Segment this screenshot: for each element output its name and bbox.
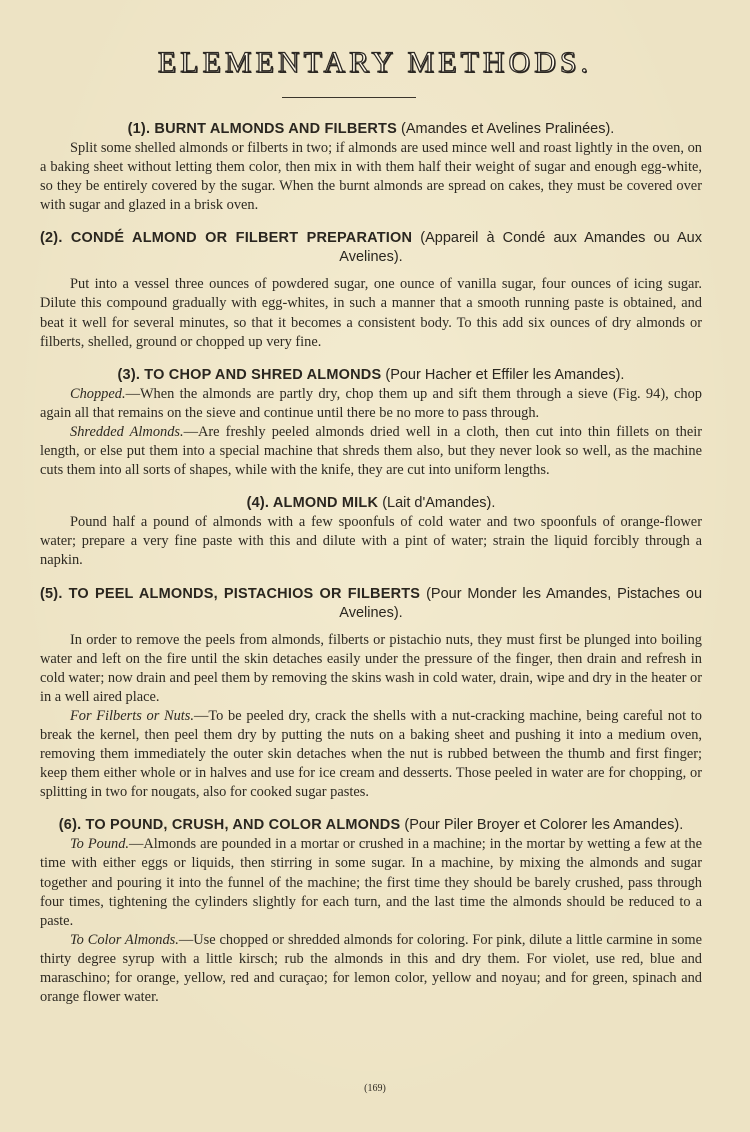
paragraph-lead: Shredded Almonds.	[70, 423, 184, 440]
paragraph-lead: To Pound.	[70, 836, 129, 853]
section-french-title: (Pour Piler Broyer et Colorer les Amandes).	[404, 817, 684, 834]
section-french-title: (Pour Hacher et Effiler les Amandes).	[385, 366, 625, 383]
section-heading	[40, 120, 702, 139]
page-body	[40, 120, 702, 1007]
paragraph-lead: To Color Almonds.	[70, 931, 179, 948]
section-title: (2). CONDÉ ALMOND OR FILBERT PREPARATION	[40, 230, 413, 247]
paragraph	[40, 931, 702, 1007]
page-number: (169)	[364, 1083, 386, 1094]
paragraph-text: Put into a vessel three ounces of powdered sugar, one ounce of vanilla sugar, four ounces of icing sugar. Dilute this compound gradually with egg-whites, in such a manner that a smooth running paste is obtained, and beat it well for several minutes, so that it becomes a consistent body. To this add six ounces of dry almonds or filberts, shelled, ground or chopped up very fine.	[40, 276, 702, 350]
paragraph	[40, 835, 702, 930]
section-title: (3). TO CHOP AND SHRED ALMONDS	[117, 366, 382, 383]
paragraph-text: —To be peeled dry, crack the shells with a nut-cracking machine, being careful not to break the kernel, then peel them dry by putting the nuts on a baking sheet and pushing it into a medium oven, removing them immediately the outer skin detaches when the nut is rubbed between the thumb and first finger; keep them either whole or in halves and use for ice cream and desserts. Those peeled in water are for chopping, or splitting in two for nougats, also for cooked sugar pastes.	[40, 707, 702, 801]
paragraph-text: In order to remove the peels from almonds, filberts or pistachio nuts, they must first be plunged into boiling water and left on the fire until the skin detaches easily under the pressure of the finger, then drain and refresh in cold water; now drain and peel them by removing the skins wash in cold water, drain, wipe and dry in the heater or in a well aired place.	[40, 631, 702, 705]
paragraph	[40, 385, 702, 423]
page-title: ELEMENTARY METHODS.	[157, 46, 593, 79]
paragraph-lead: For Filberts or Nuts.	[70, 707, 194, 724]
paragraph-text: —When the almonds are partly dry, chop them up and sift them through a sieve (Fig. 94), chop again all that remains on the sieve and continue until there be no more to pass through.	[40, 385, 702, 421]
section-french-title: (Pour Monder les Amandes, Pistaches ou Avelines).	[339, 585, 703, 621]
section-heading	[40, 585, 702, 623]
section-heading	[40, 229, 702, 267]
paragraph-text: Pound half a pound of almonds with a few spoonfuls of cold water and two spoonfuls of orange-flower water; prepare a very fine paste with this and dilute with a pint of water; strain the liquid forcibly through a napkin.	[40, 514, 702, 569]
section-heading	[40, 816, 702, 835]
paragraph-lead: Chopped.	[70, 385, 126, 402]
section-french-title: (Amandes et Avelines Pralinées).	[401, 121, 615, 137]
section-french-title: (Appareil à Condé aux Amandes ou Aux Avelines).	[339, 230, 702, 266]
paragraph-text: Split some shelled almonds or filberts in two; if almonds are used mince well and roast lightly in the oven, on a baking sheet without letting them color, then mix in with them half their weight of sugar and enough egg-white, so they be entirely covered by the sugar. When the burnt almonds are spread on cakes, they must be covered over with sugar and glazed in a brisk oven.	[40, 140, 702, 214]
paragraph-text: —Almonds are pounded in a mortar or crushed in a machine; in the mortar by wetting a few at the time with either eggs or liquids, then stirring in some sugar. In a machine, by mixing the almonds and sugar together and pouring it into the funnel of the machine; the first time they should be barely crushed, pass through four times, tightening the cylinders slightly for each turn, and the last time the almonds should be reduced to a paste.	[40, 836, 702, 929]
section-heading	[40, 494, 702, 513]
paragraph	[40, 707, 702, 802]
paragraph	[40, 275, 702, 351]
section-title: (5). TO PEEL ALMONDS, PISTACHIOS OR FILBERTS	[40, 585, 421, 602]
paragraph	[40, 631, 702, 707]
paragraph-text: —Are freshly peeled almonds dried well in a cloth, then cut into thin fillets on their length, or else put them into a special machine that shreds them also, but they never look so well, as the machine cuts them into all sorts of shapes, while with the knife, they are cut into uniform lengths.	[40, 423, 702, 479]
paragraph-text: —Use chopped or shredded almonds for coloring. For pink, dilute a little carmine in some thirty degree syrup with a little kirsch; rub the almonds in this and dry them. For violet, use red, blue and maraschino; for orange, yellow, red and curaçao; for lemon color, yellow and noyau; and for green, spinach and orange flower water.	[40, 931, 702, 1006]
title-rule	[282, 97, 416, 98]
paragraph	[40, 423, 702, 480]
section-title: (6). TO POUND, CRUSH, AND COLOR ALMONDS	[58, 817, 401, 834]
section-heading	[40, 366, 702, 385]
section-french-title: (Lait d'Amandes).	[382, 495, 496, 512]
paragraph	[40, 139, 702, 215]
paragraph	[40, 513, 702, 570]
section-title: (1). BURNT ALMONDS AND FILBERTS	[127, 121, 397, 137]
section-title: (4). ALMOND MILK	[246, 495, 379, 512]
